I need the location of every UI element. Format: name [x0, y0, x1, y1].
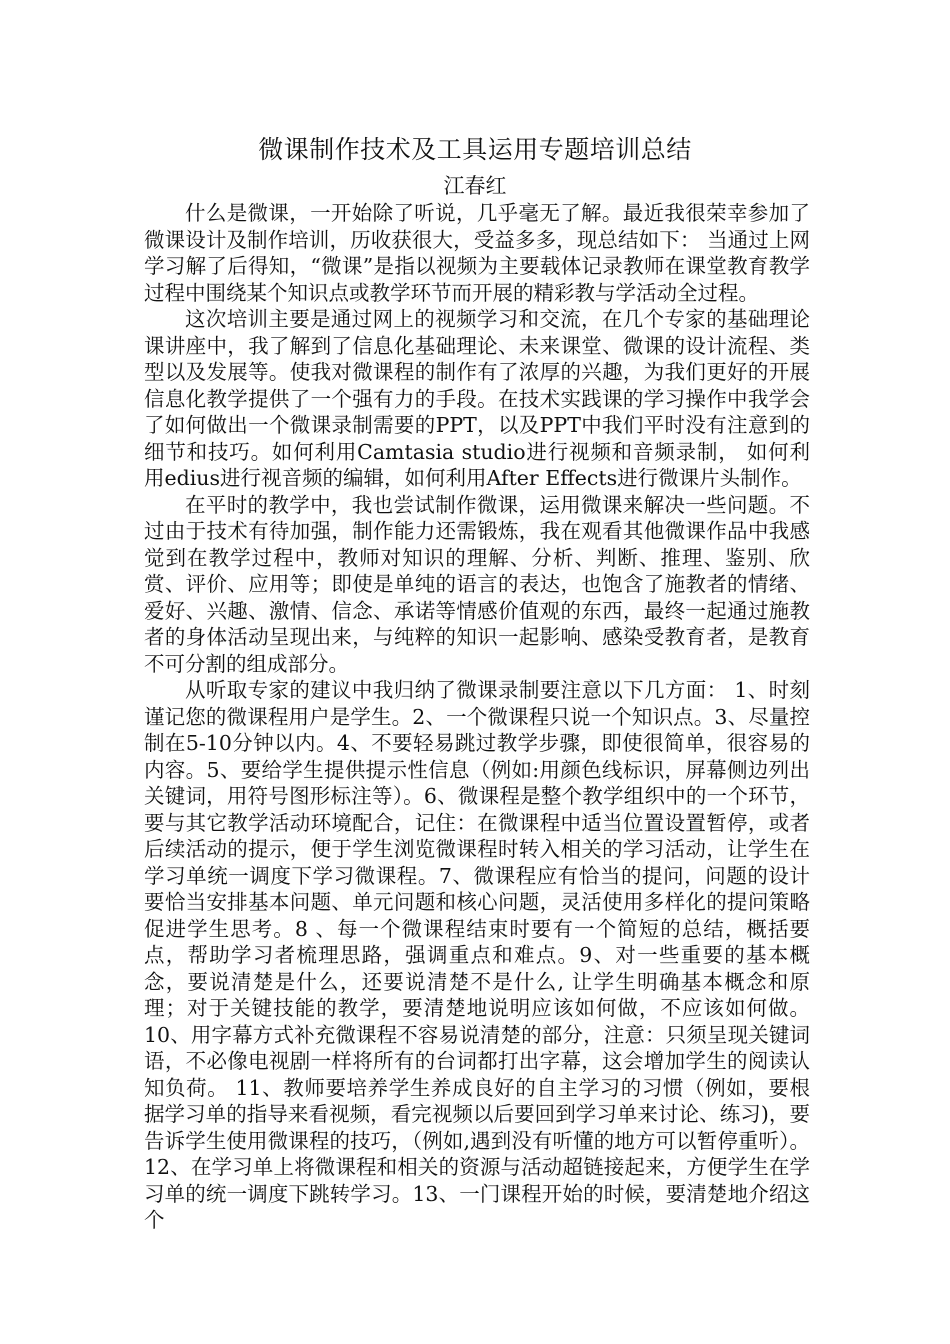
- paragraph-teaching-practice: 在平时的教学中，我也尝试制作微课，运用微课来解决一些问题。不过由于技术有待加强，制作能力还需锻炼，我在观看其他微课作品中我感觉到在教学过程中，教师对知识的理解、分析、判断、推理、鉴别、欣赏、评价、应用等；即使是单纯的语言的表达，也饱含了施教者的情绪、爱好、兴趣、激情、信念、承诺等情感价值观的东西，最终一起通过施教者的身体活动呈现出来，与纯粹的知识一起影响、感染受教育者，是教育不可分割的组成部分。: [144, 492, 810, 676]
- paragraph-intro: 什么是微课，一开始除了听说，几乎毫无了解。最近我很荣幸参加了微课设计及制作培训，历收获很大，受益多多，现总结如下： 当通过上网学习解了后得知，“微课”是指以视频为主要载体记录教师在课堂教育教学过程中围绕某个知识点或教学环节而开展的精彩教与学活动全过程。: [144, 201, 810, 305]
- document-author: 江春红: [443, 174, 507, 198]
- paragraph-recording-tips: 从听取专家的建议中我归纳了微课录制要注意以下几方面： 1、时刻谨记您的微课程用户是学生。2、一个微课程只说一个知识点。3、尽量控制在5-10分钟以内。4、不要轻易跳过教学步骤，即使很简单，很容易的内容。5、要给学生提供提示性信息（例如:用颜色线标识，屏幕侧边列出关键词，用符号图形标注等）。6、微课程是整个教学组织中的一个环节，要与其它教学活动环境配合，记住：在微课程中适当位置设置暂停，或者后续活动的提示，便于学生浏览微课程时转入相关的学习活动，让学生在学习单统一调度下学习微课程。7、微课程应有恰当的提问，问题的设计要恰当安排基本问题、单元问题和核心问题，灵活使用多样化的提问策略促进学生思考。8 、每一个微课程结束时要有一个简短的总结，概括要点，帮助学习者梳理思路，强调重点和难点。9、对一些重要的基本概念，要说清楚是什么，还要说清楚不是什么, 让学生明确基本概念和原理；对于关键技能的教学，要清楚地说明应该如何做，不应该如何做。10、用字幕方式补充微课程不容易说清楚的部分，注意：只须呈现关键词语，不必像电视剧一样将所有的台词都打出字幕，这会增加学生的阅读认知负荷。 11、教师要培养学生养成良好的自主学习的习惯（例如，要根据学习单的指导来看视频，看完视频以后要回到学习单来讨论、练习)，要告诉学生使用微课程的技巧，（例如,遇到没有听懂的地方可以暂停重听）。12、在学习单上将微课程和相关的资源与活动超链接起来，方便学生在学习单的统一调度下跳转学习。13、一门课程开始的时候，要清楚地介绍这个: [144, 678, 810, 1232]
- paragraph-training: 这次培训主要是通过网上的视频学习和交流，在几个专家的基础理论课讲座中，我了解到了信息化基础理论、未来课堂、微课的设计流程、类型以及发展等。使我对微课程的制作有了浓厚的兴趣，为我们更好的开展信息化教学提供了一个强有力的手段。在技术实践课的学习操作中我学会了如何做出一个微课录制需要的PPT，以及PPT中我们平时没有注意到的细节和技巧。如何利用Camtasia studio进行视频和音频录制， 如何利用edius进行视音频的编辑，如何利用After Effects进行微课片头制作。: [144, 307, 810, 490]
- document-title: 微课制作技术及工具运用专题培训总结: [258, 135, 692, 164]
- document-body: [144, 200, 810, 1234]
